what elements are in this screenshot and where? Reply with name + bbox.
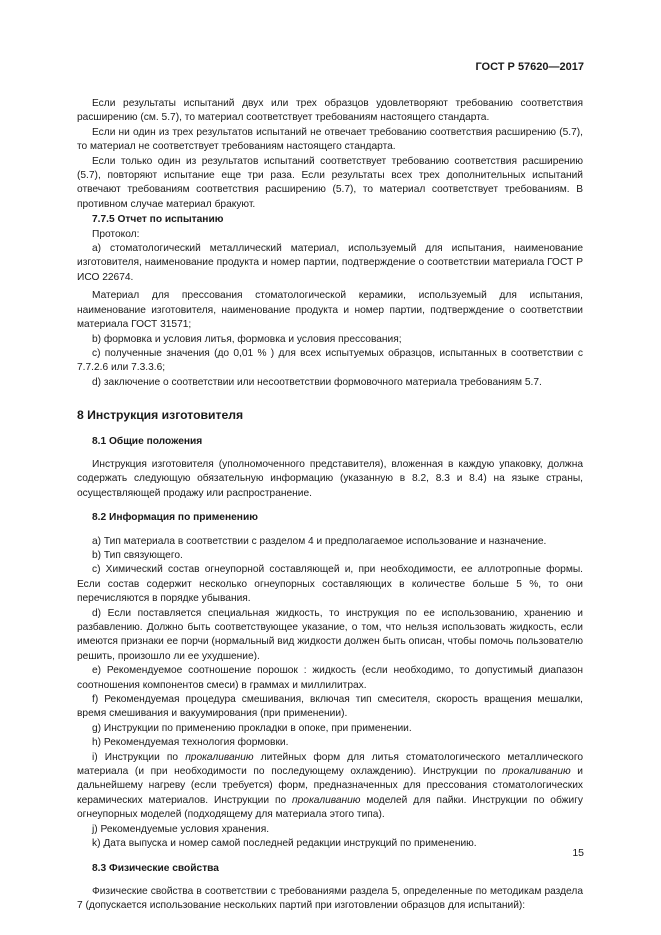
list-item: b) формовка и условия литья, формовка и условия прессования;	[92, 333, 402, 345]
section-heading-8-3: 8.3 Физические свойства	[92, 862, 219, 874]
list-item: f) Рекомендуемая процедура смешивания, включая тип смесителя, скорость вращения мешалки, время смешивания и вакуумирования (при применении).	[77, 694, 583, 720]
text-span: i) Инструкции по	[92, 751, 186, 763]
paragraph: Материал для прессования стоматологической керамики, используемый для испытания, наименование изготовителя, наименование продукта и номер партии, подтверждение о соответствии материала ГОСТ 31571;	[77, 290, 583, 331]
text-span: литейных форм для литья стоматологического металлического материала (и при необходимости по последующему охлаждению). Инструкции по	[77, 751, 583, 778]
text-span: и дальнейшему нагреву (если требуется) форм, предназначенных для прессования стоматологических керамических материалов. Инструкции по	[77, 766, 583, 806]
list-item: d) заключение о соответствии или несоответствии формовочного материала требованиям 5.7.	[92, 376, 542, 388]
list-item: а) Тип материала в соответствии с разделом 4 и предполагаемое использование и назначение.	[92, 535, 547, 547]
paragraph: Если только один из результатов испытаний соответствует требованию соответствия расширению (5.7), повторяют испытание еще три раза. Если результаты всех трех дополнительных испытаний отвечают требованиям соответствия расширению (5.7), то материал соответствует требованиям. В противном случае материал бракуют.	[77, 155, 583, 210]
list-item: d) Если поставляется специальная жидкость, то инструкция по ее использованию, хранению и разбавлению. Должно быть соответствующее указание, о том, что нельзя использовать жидкость, если имеются признаки ее порчи (нормальный вид жидкости должен быть описан, чтобы помочь пользователю решить, произошло ли ее ухудшение).	[77, 607, 583, 662]
section-heading-8-1: 8.1 Общие положения	[92, 435, 203, 447]
emphasis-term: прокаливанию	[185, 751, 254, 763]
subsection-heading-7-7-5: 7.7.5 Отчет по испытанию	[92, 214, 224, 226]
page-number: 15	[572, 847, 584, 859]
emphasis-term: прокаливанию	[292, 794, 361, 806]
list-item: е) Рекомендуемое соотношение порошок : жидкость (если необходимо, то допустимый диапазон соотношения компонентов смеси) в граммах и миллилитрах.	[77, 665, 583, 691]
page-body	[77, 97, 583, 914]
list-item	[77, 751, 583, 823]
text-span: моделей для пайки. Инструкции по обжигу огнеупорных моделей (подходящему для материала этого типа).	[77, 794, 583, 821]
list-item: j) Рекомендуемые условия хранения.	[92, 823, 270, 835]
document-id-header: ГОСТ Р 57620—2017	[475, 61, 584, 73]
list-item: а) стоматологический металлический материал, используемый для испытания, наименование изготовителя, наименование продукта и номер партии, подтверждение о соответствии материала ГОСТ Р ИСО 22674.	[77, 243, 583, 283]
list-item: g) Инструкции по применению прокладки в опоке, при применении.	[92, 722, 412, 734]
protocol-label: Протокол:	[92, 228, 140, 240]
paragraph: Если ни один из трех результатов испытаний не отвечает требованию соответствия расширению (5.7), то материал не соответствует требованиям настоящего стандарта.	[77, 126, 583, 153]
list-item: h) Рекомендуемая технология формовки.	[92, 737, 289, 749]
list-item: b) Тип связующего.	[92, 549, 183, 561]
section-heading-8: 8 Инструкция изготовителя	[77, 408, 244, 423]
paragraph: Если результаты испытаний двух или трех образцов удовлетворяют требованию соответствия расширению (см. 5.7), то материал соответствует требованиям настоящего стандарта.	[77, 98, 583, 124]
emphasis-term: прокаливанию	[502, 766, 571, 778]
paragraph: Инструкция изготовителя (уполномоченного представителя), вложенная в каждую упаковку, должна содержать следующую обязательную информацию (указанную в 8.2, 8.3 и 8.4) на языке страны, осуществляющей продажу или распространение.	[77, 458, 583, 499]
list-item: с) полученные значения (до 0,01 % ) для всех испытуемых образцов, испытанных в соответствии с 7.7.2.6 или 7.3.3.6;	[77, 347, 583, 374]
list-item: k) Дата выпуска и номер самой последней редакции инструкций по применению.	[92, 838, 477, 850]
list-item: с) Химический состав огнеупорной составляющей и, при необходимости, ее аллотропные формы. Если состав содержит несколько огнеупорных составляющих в количестве больше 5 %, то они перечисляются в порядке убывания.	[77, 564, 583, 605]
paragraph: Физические свойства в соответствии с требованиями раздела 5, определенные по методикам раздела 7 (допускается использование нескольких партий при изготовлении образцов для испытаний):	[77, 885, 583, 912]
section-heading-8-2: 8.2 Информация по применению	[92, 512, 258, 524]
